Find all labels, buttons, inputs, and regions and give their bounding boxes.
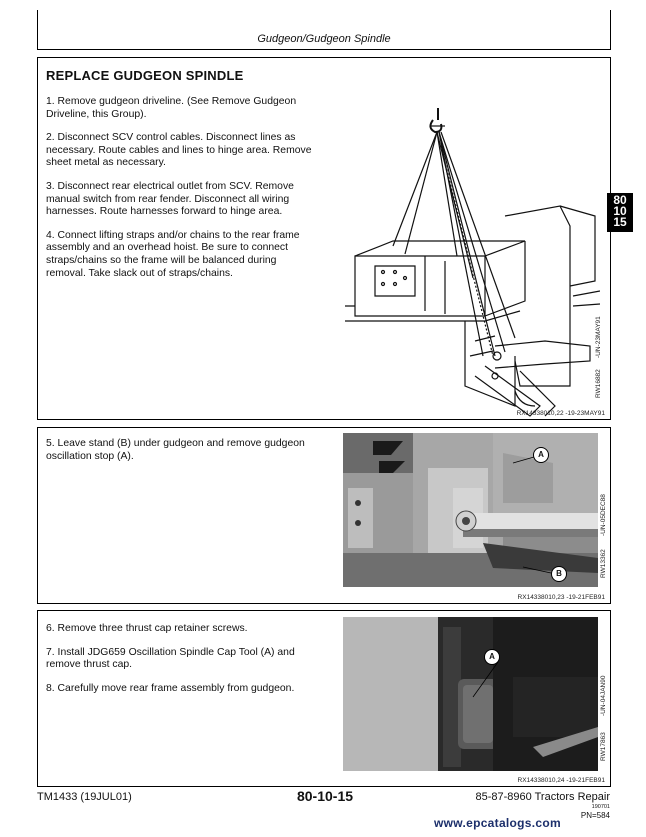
section2-steps (46, 438, 331, 474)
section1-caption: RX14338010,22 -19-23MAY91 (516, 410, 605, 417)
section1-figure-id: RW16882 (595, 369, 602, 398)
section2-box (37, 427, 611, 604)
tab-line-2: 10 (613, 204, 627, 218)
tab-line-3: 15 (613, 215, 627, 229)
section3-figure-code: -UN-04JAN90 (600, 675, 607, 716)
section1-figure-code: -UN-23MAY91 (595, 316, 602, 358)
footer-manual: TM1433 (19JUL01) (37, 791, 132, 803)
section2-figure-code: -UN-05DEC88 (600, 494, 607, 536)
callout-a-section3: A (484, 649, 500, 665)
watermark: www.epcatalogs.com (434, 816, 561, 830)
chapter-tab (607, 193, 633, 232)
step-2: 2. Disconnect SCV control cables. Disconnect lines as necessary. Route cables and lines to hinge area. Remove sheet metal as necessary. (46, 132, 312, 169)
step-6: 6. Remove three thrust cap retainer screws. (46, 623, 248, 634)
step-4: 4. Connect lifting straps and/or chains to the rear frame assembly and an overhead hoist. Be sure to connect straps/chains so the frame will be balanced during removal. Take slack out of straps/chains. (46, 229, 300, 279)
footer-title: 85-87-8960 Tractors Repair (475, 791, 610, 803)
section3-figure-id: RW17863 (600, 732, 607, 761)
section2-caption: RX14338010,23 -19-21FEB91 (517, 594, 605, 601)
section2-figure-id: RW13362 (600, 549, 607, 578)
spindle-cap-tool-photo (343, 617, 598, 771)
callout-b-section2: B (551, 566, 567, 582)
section3-steps (46, 623, 331, 706)
section1-box (37, 57, 611, 420)
section3-box (37, 610, 611, 787)
footer-small-code: 190701 (591, 804, 610, 810)
oscillation-stop-photo (343, 433, 598, 587)
step-3: 3. Disconnect rear electrical outlet from SCV. Remove manual switch from rear fender. Disconnect all wiring harnesses. Route harnesses forward to hinge area. (46, 180, 294, 218)
section1-heading: REPLACE GUDGEON SPINDLE (46, 68, 244, 83)
section-title: Gudgeon/Gudgeon Spindle (257, 33, 391, 45)
step-7: 7. Install JDG659 Oscillation Spindle Cap Tool (A) and remove thrust cap. (46, 646, 295, 671)
callout-a-section2: A (533, 447, 549, 463)
step-1: 1. Remove gudgeon driveline. (See Remove Gudgeon Driveline, this Group). (46, 96, 297, 120)
section3-caption: RX14338010,24 -19-21FEB91 (517, 777, 605, 784)
header-bottom-rule (37, 49, 611, 50)
footer-pn: PN=584 (580, 811, 610, 820)
tab-line-1: 80 (613, 193, 627, 207)
lifting-straps-illustration (345, 106, 600, 421)
step-8: 8. Carefully move rear frame assembly from gudgeon. (46, 682, 295, 694)
section1-steps (46, 96, 318, 291)
section1-heading-wrap (46, 68, 243, 83)
footer-page-number: 80-10-15 (296, 788, 354, 804)
step-5: 5. Leave stand (B) under gudgeon and remove gudgeon oscillation stop (A). (46, 438, 305, 462)
